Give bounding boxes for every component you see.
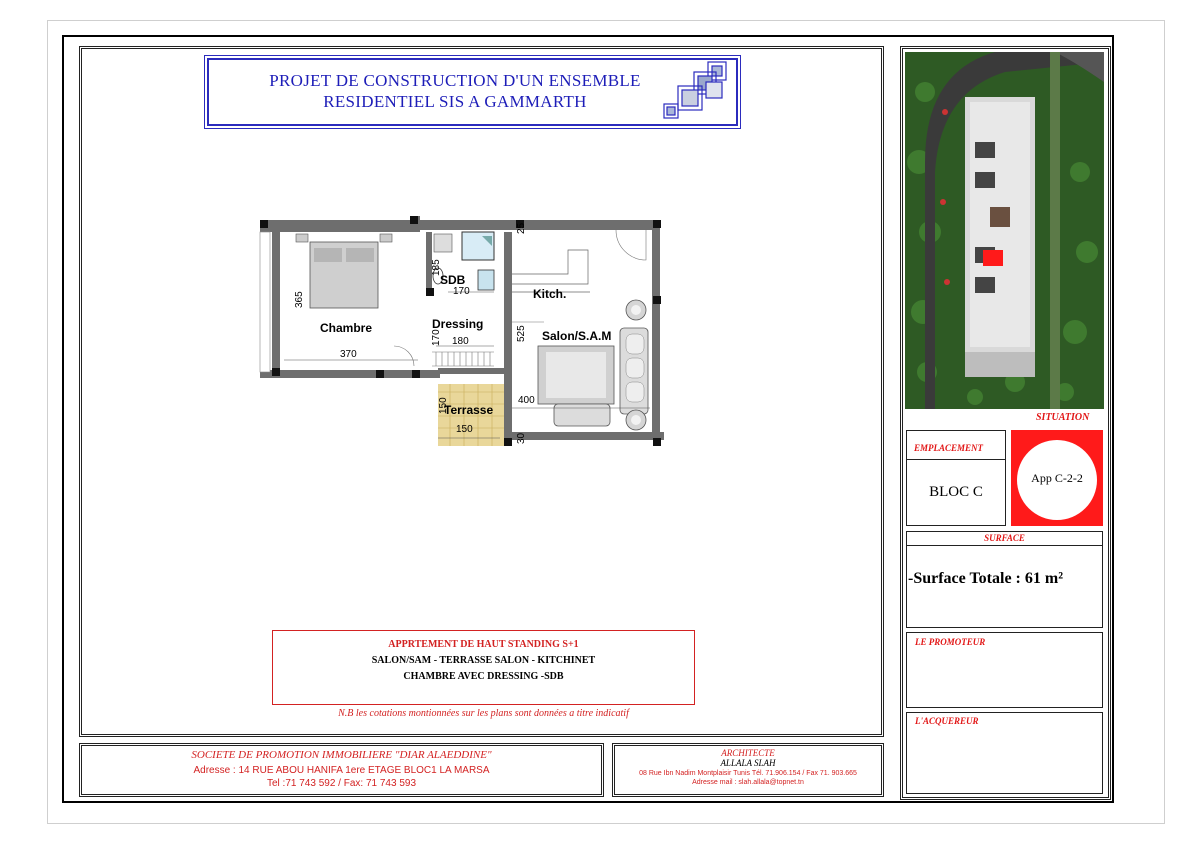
- situation-label: SITUATION: [1036, 412, 1090, 423]
- apartment-marker: [983, 250, 1003, 266]
- promoter-box: [79, 743, 604, 797]
- chambre-window: [260, 232, 270, 372]
- acquereur-label: L'ACQUEREUR: [915, 716, 979, 726]
- description-line-2: CHAMBRE AVEC DRESSING -SDB: [403, 671, 564, 682]
- surface-divider: [906, 545, 1103, 546]
- surface-label: SURFACE: [984, 533, 1025, 543]
- promoteur-label: LE PROMOTEUR: [915, 637, 986, 647]
- room-label-terrasse: Terrasse: [444, 403, 494, 417]
- dim-chambre-width: 370: [340, 349, 357, 360]
- room-label-sdb: SDB: [440, 273, 466, 287]
- salon-furniture: [538, 300, 648, 430]
- title-logo-icon: [660, 60, 735, 125]
- room-label-kitchen: Kitch.: [533, 287, 567, 301]
- room-label-dressing: Dressing: [432, 317, 484, 331]
- dim-top-wall: 25: [516, 222, 527, 234]
- apartment-id: App C-2-2: [1031, 471, 1083, 485]
- room-label-salon: Salon/S.A.M: [542, 329, 612, 343]
- promoter-address: Adresse : 14 RUE ABOU HANIFA 1ere ETAGE BLOC1 LA MARSA: [193, 765, 490, 776]
- promoter-name: SOCIETE DE PROMOTION IMMOBILIERE "DIAR ALAEDDINE": [191, 749, 492, 761]
- floor-plan: [250, 212, 675, 452]
- project-title: [230, 70, 680, 112]
- title-line-2: RESIDENTIEL SIS A GAMMARTH: [323, 92, 587, 111]
- architect-email: Adresse mail : slah.allala@topnet.tn: [692, 779, 804, 786]
- title-line-1: PROJET DE CONSTRUCTION D'UN ENSEMBLE: [269, 71, 641, 90]
- dim-salon-width: 400: [518, 395, 535, 406]
- dim-salon-height: 525: [516, 325, 527, 342]
- aerial-image: [905, 52, 1104, 409]
- dim-sdb-width: 170: [453, 286, 470, 297]
- architect-heading: ARCHITECTE: [721, 748, 775, 758]
- bed-icon: [296, 234, 392, 308]
- description-heading: APPRTEMENT DE HAUT STANDING S+1: [388, 639, 579, 650]
- architect-address: 08 Rue Ibn Nadim Montplaisir Tunis Tél. 71.906.154 / Fax 71. 903.665: [639, 770, 857, 777]
- bloc-value: BLOC C: [929, 484, 983, 500]
- dim-terrasse-width: 150: [456, 424, 473, 435]
- dim-bottom-wall: 30: [516, 432, 527, 444]
- room-label-chambre: Chambre: [320, 321, 373, 335]
- dim-dressing-height: 170: [431, 329, 442, 346]
- description-line-1: SALON/SAM - TERRASSE SALON - KITCHINET: [371, 655, 596, 666]
- surface-value: -Surface Totale : 61 m²: [908, 570, 1063, 587]
- dim-chambre-height: 365: [294, 291, 305, 308]
- dressing-rack: [432, 352, 494, 366]
- kitchen-counter: [512, 250, 590, 292]
- dim-terrasse-height: 150: [438, 397, 449, 414]
- promoter-phone: Tel :71 743 592 / Fax: 71 743 593: [267, 778, 416, 789]
- description-box: [272, 630, 695, 705]
- emplacement-label: EMPLACEMENT: [914, 443, 984, 453]
- aerial-site-view: [905, 52, 1104, 409]
- dim-dressing-width: 180: [452, 336, 469, 347]
- architect-box: [612, 743, 884, 797]
- architect-name: ALLALA SLAH: [720, 758, 776, 768]
- disclaimer-note: N.B les cotations montionnées sur les plans sont données a titre indicatif: [338, 708, 629, 719]
- dim-sdb-height: 185: [431, 259, 442, 276]
